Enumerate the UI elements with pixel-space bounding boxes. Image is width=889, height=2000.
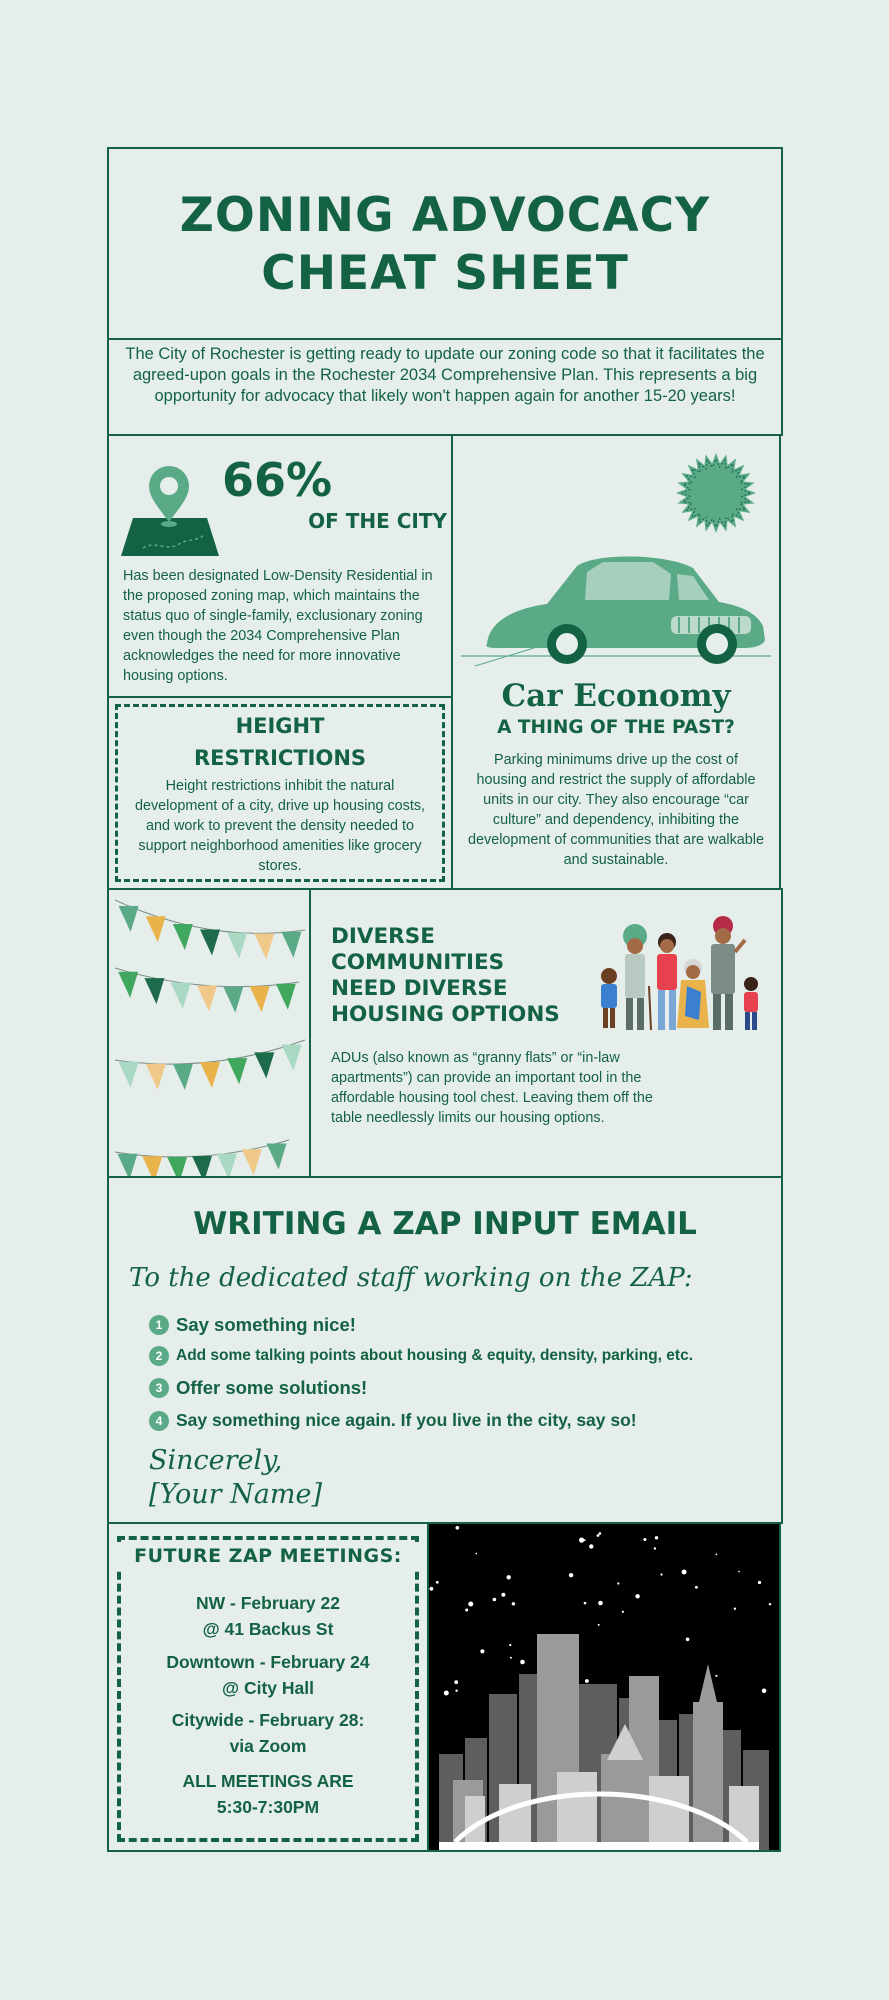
diverse-title-line-2: COMMUNITIES bbox=[331, 950, 505, 975]
height-title-line-2: RESTRICTIONS bbox=[193, 746, 367, 770]
meetings-note bbox=[109, 1768, 427, 1820]
zap-panel bbox=[107, 1176, 783, 1524]
car-body: Parking minimums drive up the cost of housing and restrict the supply of affordable units in our city. They also encourage “car culture” and dependency, inhibiting the development of communities that are walkable and sustainable. bbox=[468, 752, 764, 868]
car-subtitle: A THING OF THE PAST? bbox=[497, 717, 735, 738]
stat-percent: 66% bbox=[221, 453, 333, 507]
step-4-text: Say something nice again. If you live in the city, say so! bbox=[176, 1410, 637, 1430]
height-title-line-1: HEIGHT bbox=[235, 714, 325, 738]
stat-panel bbox=[107, 434, 453, 698]
meetings-title: FUTURE ZAP MEETINGS: bbox=[113, 1542, 423, 1570]
closing-line-1: Sincerely, bbox=[149, 1445, 283, 1476]
city-panel bbox=[427, 1522, 781, 1852]
intro-text: The City of Rochester is getting ready to update our zoning code so that it facilitates the agreed-upon goals in the Rochester 2034 Comprehensive Plan. This represents a big opportunity for advocacy that likely won't happen again for another 15-20 years! bbox=[125, 345, 765, 405]
step-3-text: Offer some solutions! bbox=[176, 1377, 368, 1398]
meetings-note-line-2: 5:30-7:30PM bbox=[216, 1797, 320, 1817]
meeting-1-line-2: @ 41 Backus St bbox=[202, 1619, 334, 1639]
step-2 bbox=[149, 1346, 693, 1366]
stat-label: OF THE CITY bbox=[308, 509, 447, 533]
meeting-3-line-1: Citywide - February 28: bbox=[171, 1710, 365, 1730]
vintage-car-illustration bbox=[457, 516, 777, 676]
diverse-title-line-3: NEED DIVERSE bbox=[331, 976, 508, 1001]
family-illustration bbox=[595, 916, 765, 1036]
step-4-number: 4 bbox=[149, 1411, 169, 1431]
step-3 bbox=[149, 1377, 367, 1399]
step-1-number: 1 bbox=[149, 1315, 169, 1335]
intro-panel bbox=[107, 338, 783, 436]
diverse-panel bbox=[107, 888, 783, 1178]
diverse-title bbox=[331, 924, 560, 1028]
title-line-1: ZONING ADVOCACY bbox=[179, 188, 711, 243]
step-2-number: 2 bbox=[149, 1346, 169, 1366]
height-panel bbox=[107, 696, 453, 890]
diverse-title-line-4: HOUSING OPTIONS bbox=[331, 1002, 560, 1027]
meeting-1-line-1: NW - February 22 bbox=[196, 1593, 340, 1613]
city-skyline-illustration bbox=[429, 1524, 779, 1850]
height-title bbox=[109, 710, 451, 774]
car-title: Car Economy bbox=[501, 678, 731, 714]
meeting-3 bbox=[109, 1707, 427, 1759]
title-line-2: CHEAT SHEET bbox=[261, 246, 629, 301]
stat-body: Has been designated Low-Density Residential in the proposed zoning map, which maintains the status quo of single-family, exclusionary zoning even though the 2034 Comprehensive Plan acknowledges the need for more innovative housing options. bbox=[123, 568, 433, 684]
meeting-1 bbox=[109, 1590, 427, 1642]
step-3-number: 3 bbox=[149, 1378, 169, 1398]
step-1-text: Say something nice! bbox=[176, 1314, 356, 1335]
page-title bbox=[109, 187, 781, 303]
closing bbox=[149, 1444, 322, 1512]
title-panel bbox=[107, 147, 783, 340]
step-2-text: Add some talking points about housing & equity, density, parking, etc. bbox=[176, 1347, 693, 1364]
height-body: Height restrictions inhibit the natural development of a city, drive up housing costs, and work to prevent the density needed to support neighborhood amenities like grocery stores. bbox=[134, 778, 426, 874]
meeting-3-line-2: via Zoom bbox=[229, 1736, 307, 1756]
zap-title: WRITING A ZAP INPUT EMAIL bbox=[193, 1206, 697, 1242]
zap-greeting: To the dedicated staff working on the ZAP: bbox=[129, 1263, 693, 1293]
meetings-note-line-1: ALL MEETINGS ARE bbox=[182, 1771, 354, 1791]
meetings-panel bbox=[107, 1522, 429, 1852]
bunting-panel bbox=[109, 890, 311, 1176]
meeting-2-line-2: @ City Hall bbox=[222, 1678, 314, 1698]
bunting-flags-illustration bbox=[109, 890, 309, 1176]
car-panel bbox=[451, 434, 781, 890]
meeting-2 bbox=[109, 1649, 427, 1701]
closing-line-2: [Your Name] bbox=[149, 1479, 322, 1510]
map-pin-icon bbox=[119, 460, 223, 560]
meeting-2-line-1: Downtown - February 24 bbox=[166, 1652, 370, 1672]
diverse-title-line-1: DIVERSE bbox=[331, 924, 435, 949]
step-4 bbox=[149, 1410, 637, 1431]
diverse-body: ADUs (also known as “granny flats” or “in-law apartments”) can provide an important tool in the affordable housing tool chest. Leaving them off the table needlessly limits our housing options. bbox=[331, 1050, 653, 1126]
step-1 bbox=[149, 1314, 356, 1336]
